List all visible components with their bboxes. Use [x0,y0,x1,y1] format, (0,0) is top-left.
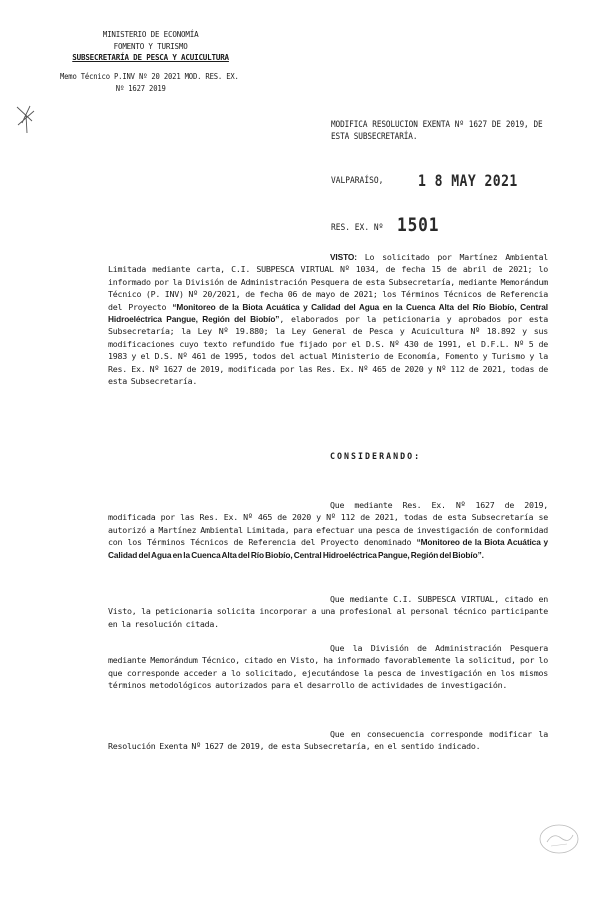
ministry-name-line1: MINISTERIO DE ECONOMÍA [102,29,199,39]
considerando-paragraph-2: Que mediante C.I. SUBPESCA VIRTUAL, citado en Visto, la peticionaria solicita incorporar a una profesional al personal técnico participante en la resolución citada. [108,594,548,629]
considerando-p1-text: Que mediante Res. Ex. Nº 1627 de 2019, modificada por las Res. Ex. Nº 465 de 2020 y Nº 112 de 2021, todas de esta Subsecretaría se autorizó a Martínez Ambiental Limitada, para efectuar una pesca de investigación de conformidad con los Términos Técnicos de Referencia del Proyecto denominado [108,500,548,548]
resolution-subject: MODIFICA RESOLUCION EXENTA Nº 1627 DE 2019, DE ESTA SUBSECRETARÍA. [331,119,543,141]
visto-heading: VISTO: [330,252,357,262]
memo-reference-line1: Memo Técnico P.INV Nº 20 2021 MOD. RES. EX. [60,72,239,81]
visto-project-name: “Monitoreo de la Biota Acuática y Calidad del Agua en la Cuenca Alta del Río Biobío, Central Hidroeléctrica Pangue, Región del Biobío” [108,301,548,325]
seal-stamp-icon [537,822,581,856]
considerando-paragraph-4: Que en consecuencia corresponde modificar la Resolución Exenta Nº 1627 de 2019, de esta Subsecretaría, en el sentido indicado. [108,729,548,752]
memo-reference-line2: Nº 1627 2019 [115,83,166,93]
considerando-p1-project-name: “Monitoreo de la Biota Acuática y Calidad del Agua en la Cuenca Alta del Río Biobío, Central Hidroeléctrica Pangue, Región del Biobío”. [108,537,548,560]
memo-reference [60,71,249,94]
resolution-label: RES. EX. Nº [331,223,384,233]
resolution-number: 1501 [397,214,440,236]
considerando-paragraph-1 [108,499,548,561]
visto-paragraph [108,251,548,387]
subsecretaria-name: SUBSECRETARÍA DE PESCA Y ACUICULTURA [72,52,229,62]
date-stamp: 1 8 MAY 2021 [418,171,518,190]
visto-text-a: Lo solicitado por Martínez Ambiental Limitada mediante carta, C.I. SUBPESCA VIRTUAL Nº 1034, de fecha 15 de abril de 2021; lo informado por la División de Administración Pesquera de esta Subsecretaría, mediante Memorándum Técnico (P. INV) Nº 20/2021, de fecha 06 de mayo de 2021; los Términos Técnicos de Referencia del Proyecto [108,252,548,312]
visto-text-b: , elaborados por la peticionaria y aprobados por esta Subsecretaría; la Ley Nº 19.880; la Ley General de Pesca y Acuicultura Nº 18.892 y sus modificaciones cuyo texto refundido fue fijado por el D.S. Nº 430 de 1991, el D.F.L. Nº 5 de 1983 y el D.S. Nº 461 de 1995, todos del actual Ministerio de Economía, Fomento y Turismo y la Res. Ex. Nº 1627 de 2019, modificada por las Res. Ex. Nº 465 de 2020 y Nº 112 de 2021, todas de esta Subsecretaría. [108,314,548,387]
considerando-heading: CONSIDERANDO: [330,452,422,462]
letterhead [54,29,247,64]
ministry-name-line2: FOMENTO Y TURISMO [113,40,188,51]
place-label: VALPARAÍSO, [331,176,384,186]
considerando-paragraph-3: Que la División de Administración Pesquera mediante Memorándum Técnico, citado en Visto, ha informado favorablemente la solicitud, por lo que corresponde acceder a lo solicitado, ejecutándose la pesca de investigación en los mismos términos metodológicos autorizados para el desarrollo de actividades de investigación. [108,643,548,691]
handwritten-mark-icon [14,103,40,137]
